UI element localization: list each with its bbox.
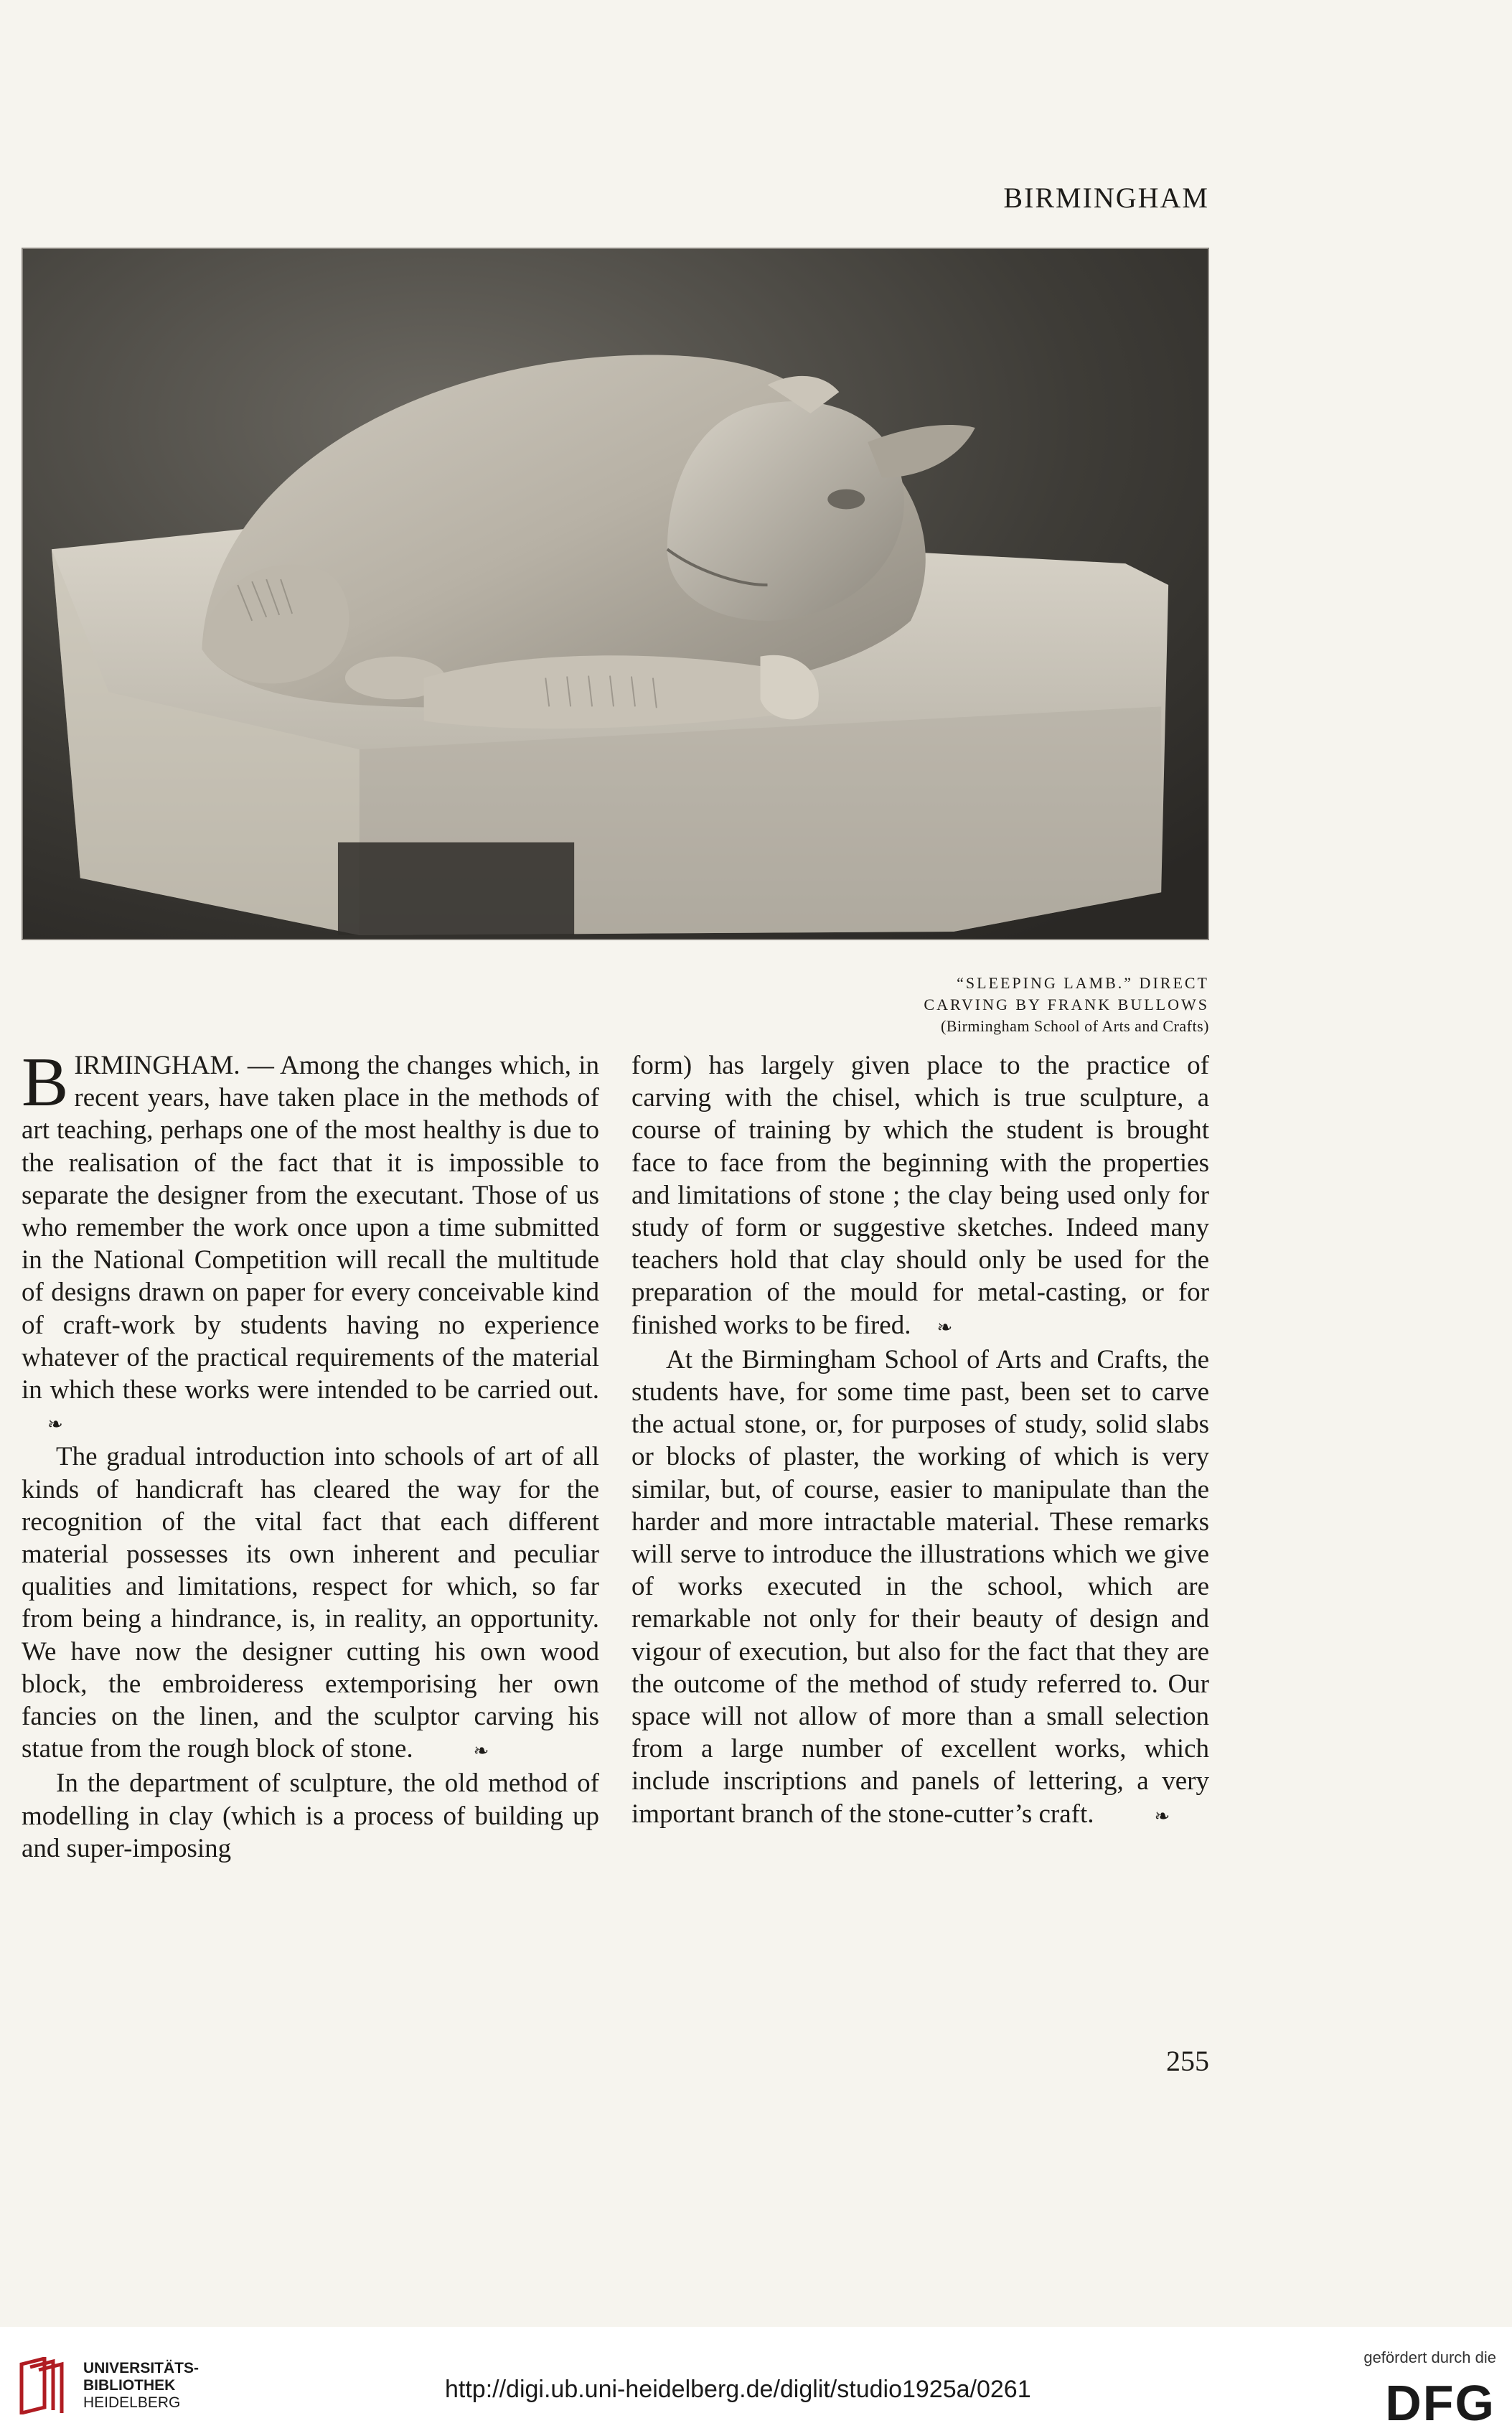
paragraph (631, 1344, 1209, 1832)
source-url-link[interactable]: http://digi.ub.uni-heidelberg.de/diglit/studio1925a/0261 (445, 2376, 1031, 2403)
leaf-ornament-icon: ❧ (936, 1316, 953, 1338)
library-name-line: BIBLIOTHEK (83, 2377, 176, 2394)
dfg-logo: DFG (1385, 2375, 1495, 2431)
university-library-name (83, 2360, 199, 2412)
digitization-footer (0, 2327, 1512, 2436)
text-column-right (631, 1049, 1209, 1832)
paragraph (631, 1049, 1209, 1344)
paragraph-text: At the Birmingham School of Arts and Crafts, the students have, for some time past, been set to carve the actual stone, or, for purposes of study, solid slabs or blocks of plaster, the working of which is very similar, but, of course, easier to manipulate than the harder and more intractable material. These remarks will serve to introduce the illustrations which we give of works executed in the school, which are remarkable not only for their beauty of design and vigour of execution, but also for the fact that they are the outcome of the method of study referred to. Our space will not allow of more than a small selection from a large number of excellent works, which include inscriptions and panels of lettering, a very important branch of the stone-cutter’s craft. (631, 1344, 1209, 1829)
caption-source: (Birmingham School of Arts and Crafts) (940, 1017, 1209, 1035)
leaf-ornament-icon: ❧ (47, 1414, 63, 1435)
page-number: 255 (1166, 2045, 1209, 2077)
caption-title: “SLEEPING LAMB.” DIRECT (957, 974, 1209, 992)
paragraph (22, 1440, 599, 1767)
leaf-ornament-icon: ❧ (1154, 1805, 1170, 1827)
paragraph-text: form) has largely given place to the practice of carving with the chisel, which is true sculpture, a course of training by which the student is brought face to face from the beginning with the properties and limitations of stone ; the clay being used only for study of form or suggestive sketches. Indeed many teachers hold that clay should only be used for the preparation of the mould for metal-casting, or for finished works to be fired. (631, 1051, 1209, 1340)
library-name-line: HEIDELBERG (83, 2394, 181, 2411)
caption-credit: CARVING BY FRANK BULLOWS (924, 996, 1209, 1013)
figure-caption (775, 973, 1209, 1037)
text-column-left (22, 1044, 599, 1865)
running-head: BIRMINGHAM (1003, 182, 1209, 214)
drop-cap: B (22, 1044, 69, 1121)
paragraph (22, 1767, 599, 1865)
paragraph-text: The gradual introduction into schools of art of all kinds of handicraft has cleared the way for the recognition of the vital fact that each different material possesses its own inherent and peculiar qualities and limitations, respect for which, so far from being a hindrance, is, in reality, an opportunity. We have now the designer cutting his own wood block, the embroideress extemporising her own fancies on the linen, and the sculptor carving his statue from the rough block of stone. (22, 1442, 599, 1764)
university-library-logo-icon (16, 2357, 70, 2414)
funder-label: gefördert durch die (1363, 2348, 1496, 2366)
sleeping-lamb-illustration (23, 249, 1208, 939)
paragraph (22, 1044, 599, 1440)
leaf-ornament-icon: ❧ (473, 1741, 489, 1762)
library-name-line: UNIVERSITÄTS- (83, 2360, 199, 2376)
sleeping-lamb-photo (22, 248, 1209, 940)
paragraph-text: IRMINGHAM. — Among the changes which, in recent years, have taken place in the methods of art teaching, perhaps one of the most healthy is due to the realisation of the fact that it is impossible to separate the designer from the executant. Those of us who remember the work once upon a time submitted in the National Competition will recall the multitude of designs drawn on paper for every conceivable kind of craft-work by students having no experience whatever of the practical requirements of the material in which these works were intended to be carried out. (22, 1051, 599, 1405)
paragraph-text: In the department of sculpture, the old method of modelling in clay (which is a process of building up and super-imposing (22, 1769, 599, 1863)
